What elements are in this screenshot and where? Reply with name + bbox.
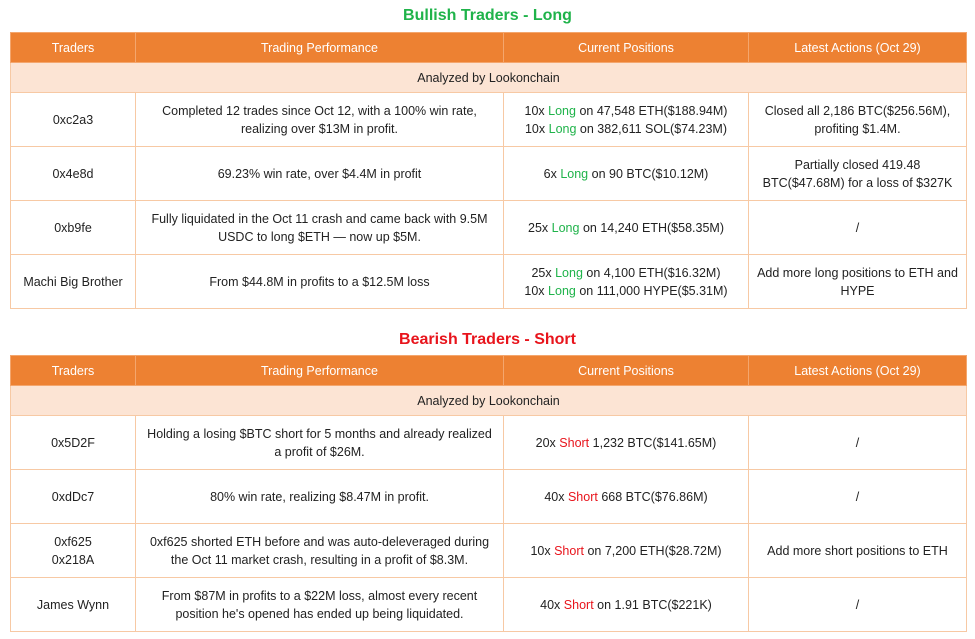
table-row <box>11 524 967 578</box>
header-latest-actions: Latest Actions (Oct 29) <box>749 356 967 386</box>
analyzed-by-row <box>11 63 967 93</box>
position-detail: on 4,100 ETH($16.32M) <box>586 265 721 280</box>
trading-performance: 0xf625 shorted ETH before and was auto-deleveraged during the Oct 11 market crash, resulting in a profit of $8.3M. <box>136 524 504 578</box>
header-latest-actions: Latest Actions (Oct 29) <box>749 33 967 63</box>
leverage: 6x <box>543 166 557 181</box>
position-detail: 1,232 BTC($141.65M) <box>592 435 717 450</box>
position-line <box>510 542 742 560</box>
trading-performance: From $44.8M in profits to a $12.5M loss <box>136 255 504 309</box>
table-row <box>11 201 967 255</box>
position-detail: on 1.91 BTC($221K) <box>597 597 712 612</box>
position-detail: 668 BTC($76.86M) <box>601 489 708 504</box>
latest-action: / <box>749 416 967 470</box>
header-current-positions: Current Positions <box>504 356 749 386</box>
trading-performance: From $87M in profits to a $22M loss, almost every recent position he's opened has ended up being liquidated. <box>136 578 504 632</box>
table-header-row <box>11 33 967 63</box>
table-row <box>11 578 967 632</box>
leverage: 25x <box>531 265 552 280</box>
trader-name <box>11 524 136 578</box>
trader-name: Machi Big Brother <box>11 255 136 309</box>
side-long: Long <box>548 103 576 118</box>
position-detail: on 14,240 ETH($58.35M) <box>582 220 724 235</box>
side-long: Long <box>551 220 580 235</box>
trading-performance: 80% win rate, realizing $8.47M in profit. <box>136 470 504 524</box>
side-short: Short <box>563 597 594 612</box>
analyzed-by-label: Analyzed by Lookonchain <box>11 386 967 416</box>
latest-action: Add more short positions to ETH <box>749 524 967 578</box>
latest-action: Add more long positions to ETH and HYPE <box>749 255 967 309</box>
position-line <box>510 282 742 300</box>
position-line <box>510 596 742 614</box>
leverage: 10x <box>524 283 545 298</box>
latest-action: / <box>749 201 967 255</box>
latest-action: / <box>749 470 967 524</box>
position-detail: on 382,611 SOL($74.23M) <box>579 121 728 136</box>
current-positions <box>504 578 749 632</box>
trader-name-line: 0x218A <box>51 552 95 567</box>
trader-name-line: 0xf625 <box>54 534 92 549</box>
side-long: Long <box>548 283 576 298</box>
header-traders: Traders <box>11 33 136 63</box>
position-detail: on 47,548 ETH($188.94M) <box>579 103 728 118</box>
analyzed-by-row <box>11 386 967 416</box>
table-row <box>11 93 967 147</box>
leverage: 25x <box>528 220 549 235</box>
current-positions <box>504 416 749 470</box>
trading-performance: Completed 12 trades since Oct 12, with a 100% win rate, realizing over $13M in profit. <box>136 93 504 147</box>
leverage: 10x <box>524 103 545 118</box>
side-short: Short <box>554 543 584 558</box>
current-positions <box>504 201 749 255</box>
trading-performance: Holding a losing $BTC short for 5 months and already realized a profit of $26M. <box>136 416 504 470</box>
side-short: Short <box>567 489 598 504</box>
side-long: Long <box>560 166 589 181</box>
current-positions <box>504 255 749 309</box>
latest-action: / <box>749 578 967 632</box>
trading-performance: Fully liquidated in the Oct 11 crash and came back with 9.5M USDC to long $ETH — now up $5M. <box>136 201 504 255</box>
position-line <box>510 165 742 183</box>
bullish-section-title: Bullish Traders - Long <box>403 7 572 24</box>
trader-name: 0x4e8d <box>11 147 136 201</box>
trader-name: 0xc2a3 <box>11 93 136 147</box>
leverage: 40x <box>544 489 565 504</box>
table-row <box>11 416 967 470</box>
table-row <box>11 470 967 524</box>
current-positions <box>504 470 749 524</box>
position-detail: on 90 BTC($10.12M) <box>591 166 709 181</box>
trader-name: 0xdDc7 <box>11 470 136 524</box>
current-positions <box>504 93 749 147</box>
trading-performance: 69.23% win rate, over $4.4M in profit <box>136 147 504 201</box>
position-line <box>510 264 742 282</box>
bearish-section-title: Bearish Traders - Short <box>399 331 576 348</box>
table-row <box>11 255 967 309</box>
bullish-traders-table <box>10 32 967 309</box>
leverage: 10x <box>524 121 546 136</box>
side-short: Short <box>559 435 590 450</box>
position-detail: on 7,200 ETH($28.72M) <box>587 543 722 558</box>
leverage: 10x <box>530 543 551 558</box>
latest-action: Partially closed 419.48 BTC($47.68M) for a loss of $327K <box>749 147 967 201</box>
bearish-traders-table <box>10 355 967 632</box>
trader-name: 0xb9fe <box>11 201 136 255</box>
current-positions <box>504 524 749 578</box>
position-line <box>510 102 742 120</box>
current-positions <box>504 147 749 201</box>
position-line <box>510 219 742 237</box>
position-line <box>510 434 742 452</box>
header-trading-performance: Trading Performance <box>136 356 504 386</box>
side-long: Long <box>555 265 583 280</box>
trader-name: 0x5D2F <box>11 416 136 470</box>
position-line <box>510 488 742 506</box>
analyzed-by-label: Analyzed by Lookonchain <box>11 63 967 93</box>
table-header-row <box>11 356 967 386</box>
position-line <box>510 120 742 138</box>
trader-name: James Wynn <box>11 578 136 632</box>
header-trading-performance: Trading Performance <box>136 33 504 63</box>
header-current-positions: Current Positions <box>504 33 749 63</box>
side-long: Long <box>548 121 577 136</box>
leverage: 40x <box>540 597 561 612</box>
table-row <box>11 147 967 201</box>
latest-action: Closed all 2,186 BTC($256.56M), profiting $1.4M. <box>749 93 967 147</box>
leverage: 20x <box>535 435 556 450</box>
position-detail: on 111,000 HYPE($5.31M) <box>579 283 728 298</box>
header-traders: Traders <box>11 356 136 386</box>
